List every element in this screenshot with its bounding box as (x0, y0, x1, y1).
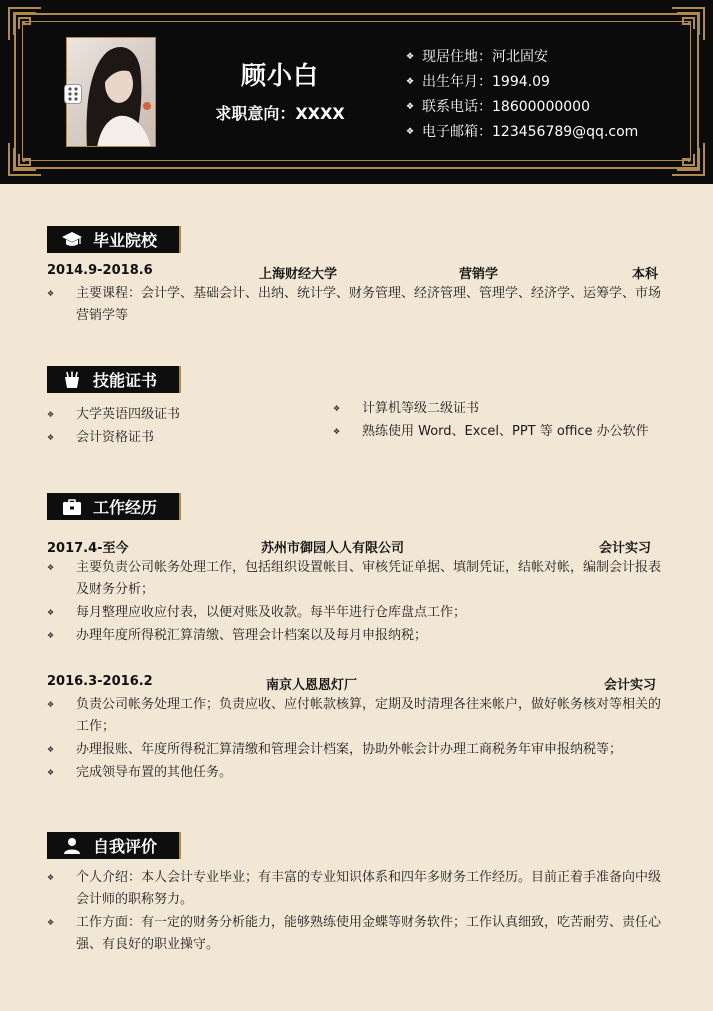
diamond-bullet-icon: ❖ (47, 608, 55, 617)
education-period: 2014.9-2018.6 (47, 263, 153, 278)
briefcase-icon (59, 497, 85, 517)
list-item: ❖ 主要负责公司帐务处理工作，包括组织设置帐目、审核凭证单据、填制凭证，结帐对帐，编制会计报表及财务分析； (47, 557, 669, 601)
resume-header (0, 0, 713, 184)
diamond-bullet-icon: ❖ (47, 745, 55, 754)
job-period: 2017.4-至今 (47, 541, 129, 556)
education-major: 营销学 (459, 267, 499, 282)
list-item: ❖ 办理年度所得税汇算清缴、管理会计档案以及每月申报纳税； (47, 625, 669, 647)
diamond-bullet-icon: ❖ (47, 410, 55, 419)
section-title-skills: 技能证书 (47, 366, 181, 393)
section-title-work: 工作经历 (47, 493, 181, 520)
diamond-bullet-icon: ❖ (406, 52, 415, 62)
contact-phone: ❖ 联系电话：18600000000 (404, 95, 694, 120)
drag-handle-icon[interactable] (64, 84, 82, 104)
job-role: 会计实习 (604, 678, 657, 693)
diamond-bullet-icon: ❖ (47, 700, 55, 709)
contact-email: ❖ 电子邮箱：123456789@qq.com (404, 120, 694, 145)
job-row (47, 537, 667, 555)
graduation-cap-icon (59, 230, 85, 250)
contact-birth: ❖ 出生年月：1994.09 (404, 70, 694, 95)
job-company: 南京人恩恩灯厂 (266, 678, 358, 693)
corner-ornament-icon (671, 142, 705, 176)
candidate-name: 顾小白 (240, 61, 319, 90)
diamond-bullet-icon: ❖ (47, 873, 55, 882)
diamond-bullet-icon: ❖ (406, 102, 415, 112)
corner-ornament-icon (8, 7, 42, 41)
list-item: ❖ 主要课程：会计学、基础会计、出纳、统计学、财务管理、经济管理、管理学、经济学、运筹学、市场营销学等 (47, 283, 669, 327)
diamond-bullet-icon: ❖ (47, 563, 55, 572)
list-item: ❖ 计算机等级二级证书 (333, 398, 693, 420)
list-item: ❖ 大学英语四级证书 (47, 404, 317, 426)
diamond-bullet-icon: ❖ (333, 404, 341, 413)
diamond-bullet-icon: ❖ (47, 289, 55, 298)
list-item: ❖ 熟练使用 Word、Excel、PPT 等 office 办公软件 (333, 421, 693, 443)
diamond-bullet-icon: ❖ (47, 768, 55, 777)
education-school: 上海财经大学 (259, 267, 338, 282)
job-role: 会计实习 (599, 541, 652, 556)
list-item: ❖ 个人介绍：本人会计专业毕业；有丰富的专业知识体系和四年多财务工作经历。目前正着手准备向中级会计师的职称努力。 (47, 867, 669, 911)
diamond-bullet-icon: ❖ (406, 77, 415, 87)
job-row (47, 674, 667, 692)
contact-address: ❖ 现居住地：河北固安 (404, 45, 694, 70)
list-item: ❖ 会计资格证书 (47, 427, 317, 449)
education-row (47, 263, 667, 281)
contact-info (404, 45, 694, 145)
job-period: 2016.3-2016.2 (47, 674, 153, 689)
list-item: ❖ 工作方面：有一定的财务分析能力，能够熟练使用金蝶等财务软件；工作认真细致，吃苦耐劳、责任心强、有良好的职业操守。 (47, 912, 669, 956)
corner-ornament-icon (671, 7, 705, 41)
diamond-bullet-icon: ❖ (333, 427, 341, 436)
job-intent: 求职意向：XXXX (215, 104, 345, 123)
diamond-bullet-icon: ❖ (47, 918, 55, 927)
diamond-bullet-icon: ❖ (406, 127, 415, 137)
list-item: ❖ 办理报账、年度所得税汇算清缴和管理会计档案，协助外帐会计办理工商税务年审申报纳税等； (47, 739, 677, 761)
job-company: 苏州市御园人人有限公司 (261, 541, 405, 556)
user-icon (59, 836, 85, 856)
section-title-education: 毕业院校 (47, 226, 181, 253)
section-title-self-eval: 自我评价 (47, 832, 181, 859)
diamond-bullet-icon: ❖ (47, 631, 55, 640)
diamond-bullet-icon: ❖ (47, 433, 55, 442)
list-item: ❖ 完成领导布置的其他任务。 (47, 762, 669, 784)
list-item: ❖ 每月整理应收应付表，以便对账及收款。每半年进行仓库盘点工作； (47, 602, 669, 624)
list-item: ❖ 负责公司帐务处理工作；负责应收、应付帐款核算，定期及时清理各往来帐户，做好帐务核对等相关的工作； (47, 694, 669, 738)
certificate-icon (59, 370, 85, 390)
corner-ornament-icon (8, 142, 42, 176)
education-degree: 本科 (632, 267, 659, 282)
